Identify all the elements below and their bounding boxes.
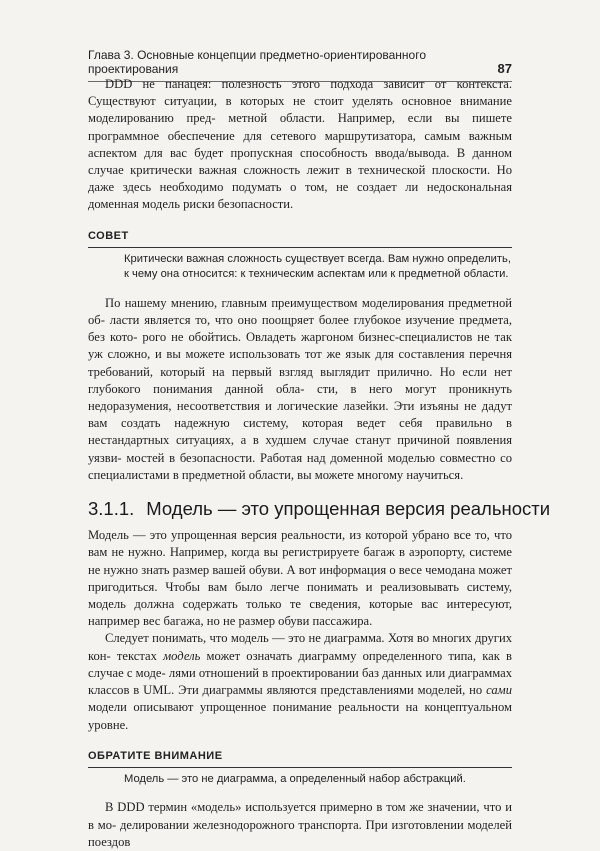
chapter-title: Глава 3. Основные концепции предметно-ориентированного проектирования — [88, 48, 426, 76]
paragraph-model-not-diagram: Следует понимать, что модель — это не диаграмма. Хотя во многих других кон- текстах модель может означать диаграмму определенного типа, как в случае с моде- лями отношений в проектировании баз данных или диаграммах классов в UML. Эти диаграммы являются представлениями моделей, но сами модели описывают упрощенное понимание реальности на концептуальном уровне. — [88, 631, 512, 732]
section-title-text: Модель — это упрощенная версия реальности — [146, 498, 551, 520]
tip-body: Критически важная сложность существует всегда. Вам нужно определить, к чему она относится: к техническим аспектам или к предметной области. — [124, 252, 511, 281]
note-body: Модель — это не диаграмма, а определенный набор абстракций. — [124, 772, 466, 785]
section-heading — [88, 498, 551, 520]
tip-heading: СОВЕТ — [88, 228, 512, 248]
paragraph-ddd-model-term: В DDD термин «модель» используется примерно в том же значении, что и в мо- делировании железнодорожного транспорта. При изготовлении моделей поездов — [88, 800, 512, 849]
paragraph-modeling-benefits: По нашему мнению, главным преимуществом моделирования предметной об- ласти является то, что оно поощряет более глубокое изучение предмета, без кото- рого не обойтись. Овладеть жаргоном бизнес-специалистов не так уж сложно, и вы можете использовать тот же язык для составления перечня требований, который на первый взгляд выглядит прилично. Но если нет глубокого понимания данной обла- сти, в него могут проникнуть недоразумения, несоответствия и логические лазейки. Эти изъяны не дадут вам создать надежную систему, которая ведет себя правильно в нестандартных ситуациях, а в худшем случае станут причиной появления уязви- мостей в безопасности. Работая над доменной моделью совместно со специалистами в предметной области, вы можете многому научиться. — [88, 295, 513, 482]
paragraph-ddd-not-panacea: DDD не панацея: полезность этого подхода зависит от контекста. Существуют ситуации, в которых не стоит уделять основное внимание моделированию пред- метной области. Например, если вы пишете программное обеспечение для сетевого маршрутизатора, самым важным аспектом для вас будет пропускная способность ввода/вывода. В данном случае критически важная сложность лежит в технической плоскости. Но даже здесь необходимо подумать о том, не создает ли недоскональная доменная модель риски безопасности. — [88, 77, 513, 212]
page-number: 87 — [497, 61, 512, 76]
paragraph-model-definition: Модель — это упрощенная версия реальности, из которой убрано все то, что вам не нужно. Например, когда вы регистрируете багаж в аэропорту, системе не нужно знать размер вашей обуви. А вот информация о весе чемодана может пригодиться. Чтобы вам было легче понимать и реализовывать систему, модель должна содержать только те сведения, которые вас интересуют, например вес багажа, но не размер обуви пассажира. — [88, 528, 513, 629]
page-content — [88, 76, 551, 851]
section-number: 3.1.1. — [88, 498, 135, 520]
note-heading: ОБРАТИТЕ ВНИМАНИЕ — [88, 748, 512, 768]
